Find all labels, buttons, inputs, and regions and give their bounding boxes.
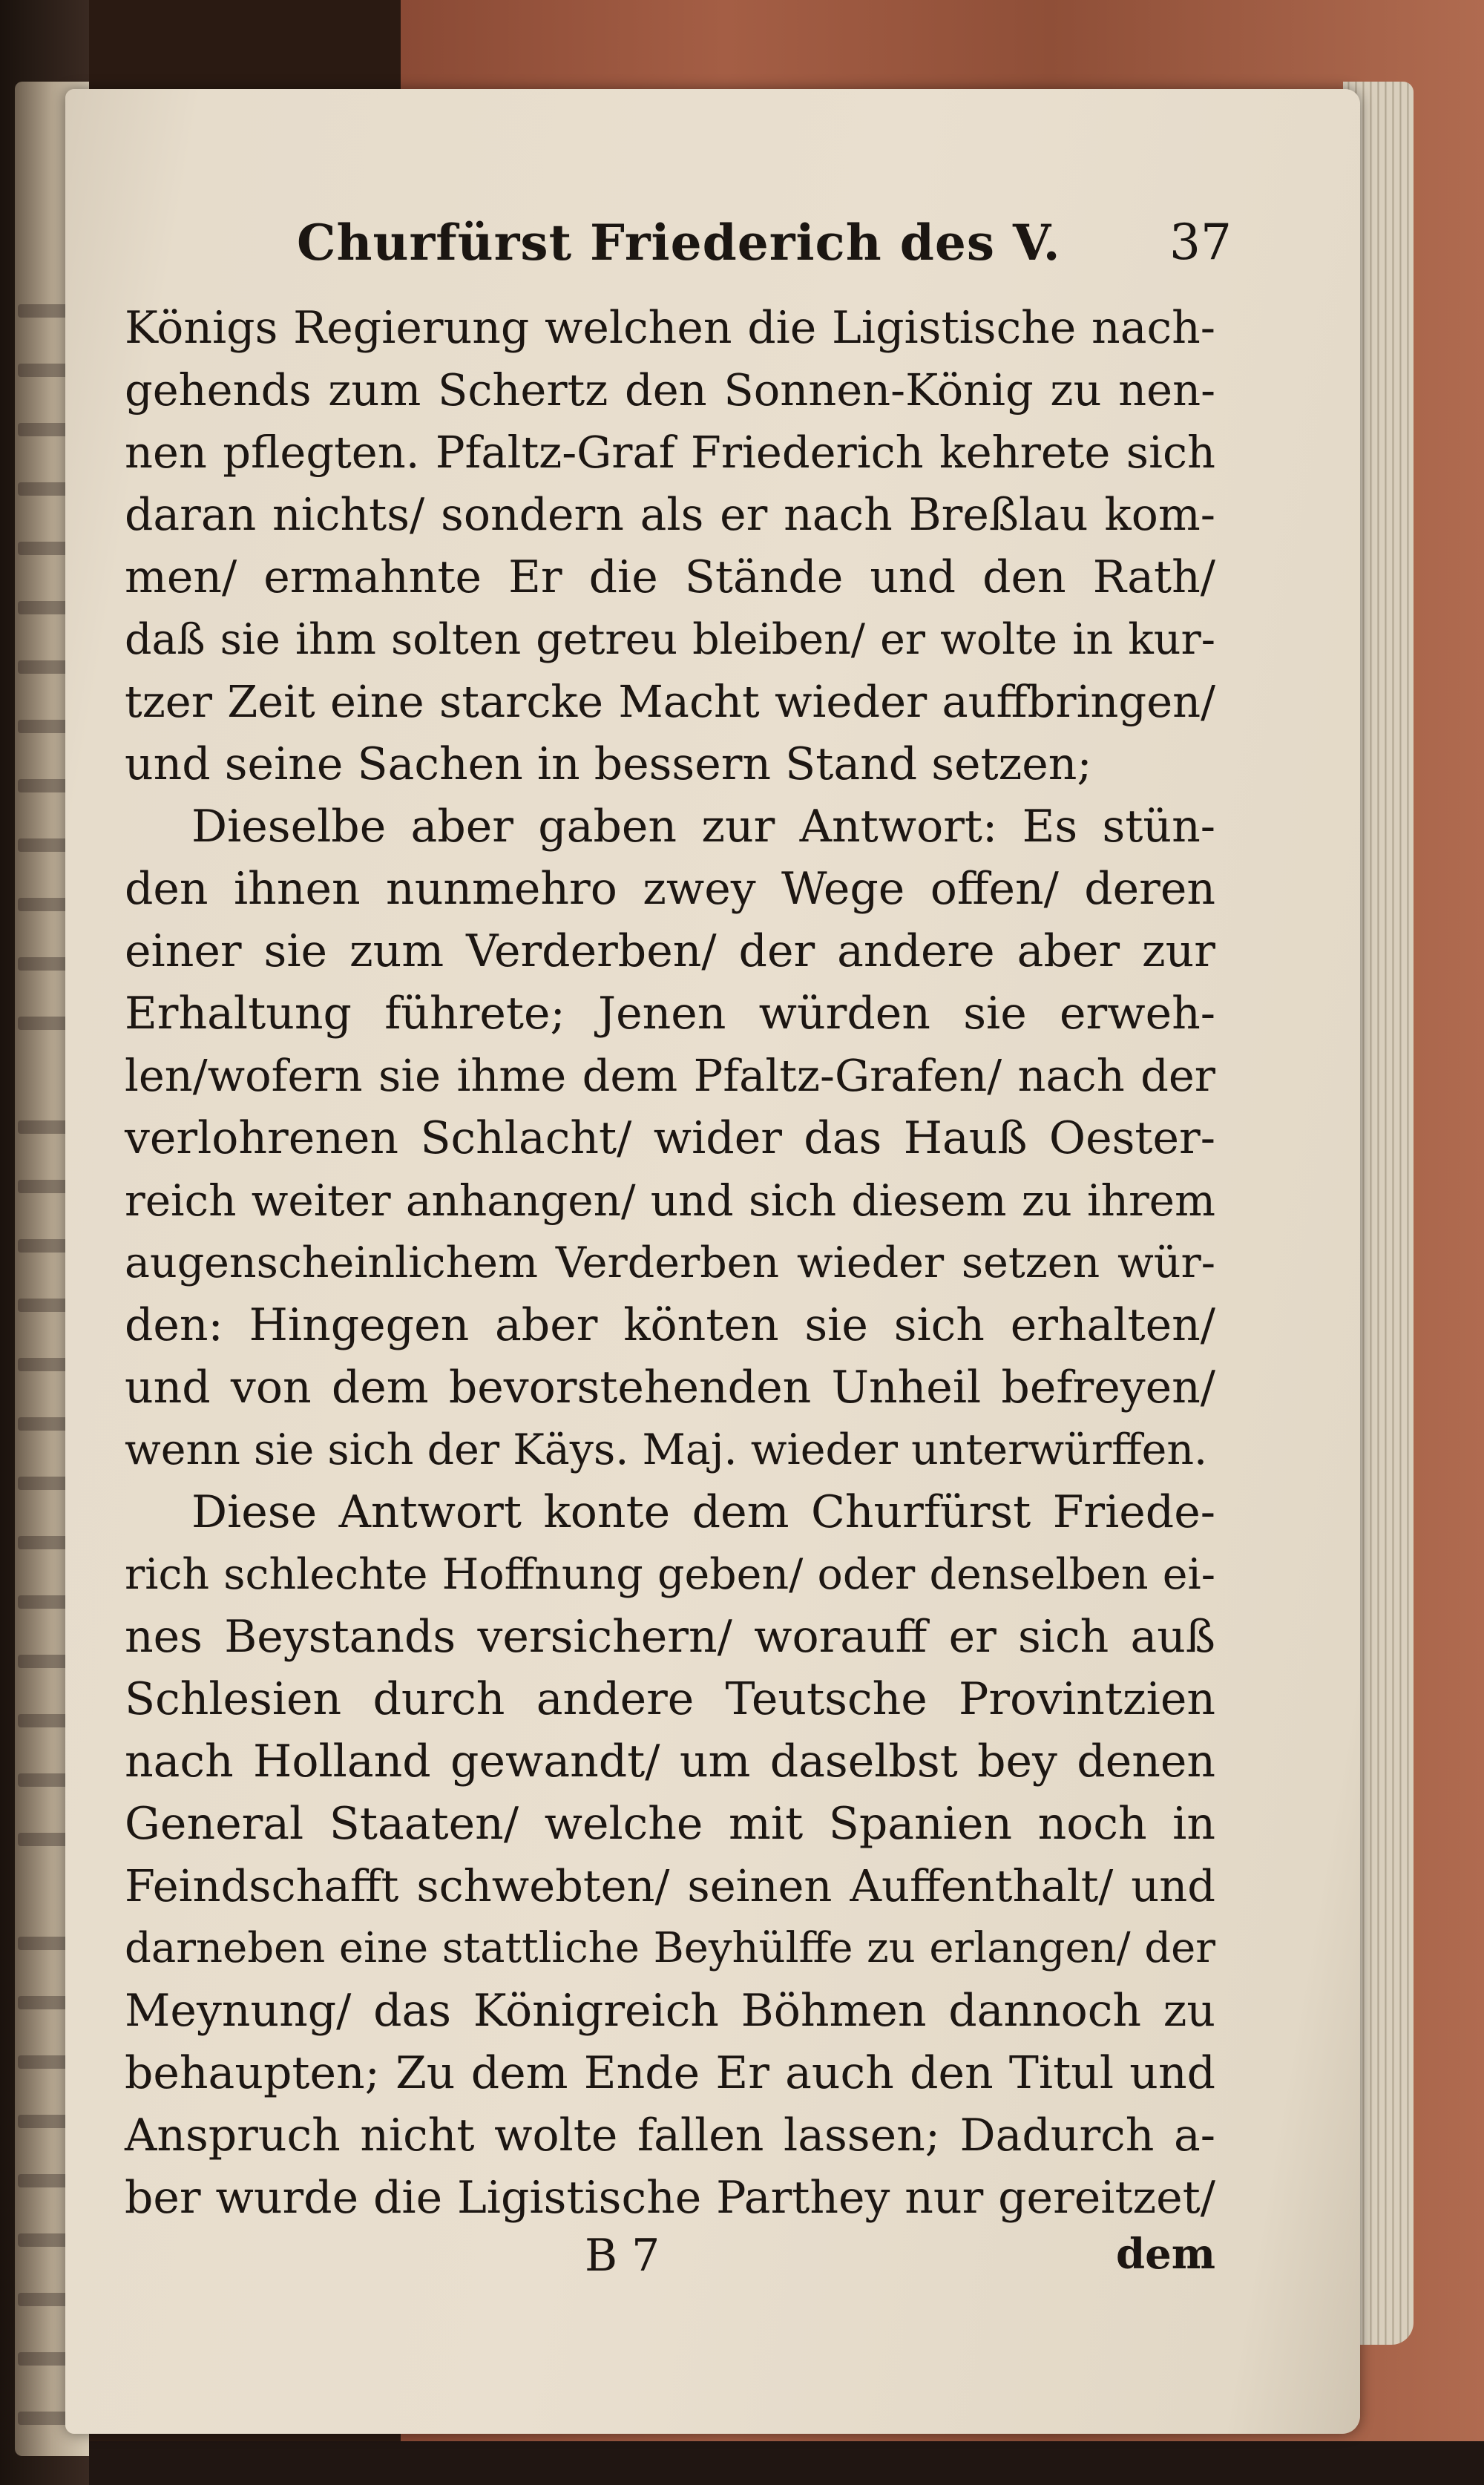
text-line: rich schlechte Hoffnung geben/ oder denselben ei-: [125, 1550, 1215, 1599]
page-footer: [125, 2230, 1215, 2297]
text-line: gehends zum Schertz den Sonnen-König zu nen-: [125, 364, 1215, 416]
text-line: ber wurde die Ligistische Parthey nur gereitzet/: [125, 2172, 1215, 2224]
text-line: men/ ermahnte Er die Stände und den Rath/: [125, 551, 1215, 603]
text-line: daß sie ihm solten getreu bleiben/ er wolte in kur-: [125, 615, 1215, 664]
running-title: Churfürst Friederich des V.: [297, 214, 1061, 272]
text-line: behaupten; Zu dem Ende Er auch den Titul und: [125, 2047, 1215, 2099]
text-line: darneben eine stattliche Beyhülffe zu erlangen/ der: [125, 1924, 1215, 1972]
catchword: dem: [1115, 2230, 1215, 2279]
body-text: [125, 297, 1215, 2229]
text-line: Feindschafft schwebten/ seinen Auffenthalt/ und: [125, 1860, 1215, 1911]
text-line: nen pflegten. Pfaltz-Graf Friederich kehrete sich: [125, 427, 1215, 478]
text-line: tzer Zeit eine starcke Macht wieder auffbringen/: [125, 676, 1215, 727]
running-head: [297, 214, 1232, 295]
background-dark-strip: [0, 2441, 1484, 2485]
text-line: einer sie zum Verderben/ der andere aber zur: [125, 925, 1215, 977]
text-line: Diese Antwort konte dem Churfürst Friede-: [191, 1486, 1215, 1538]
text-line: wenn sie sich der Käys. Maj. wieder unterwürffen.: [125, 1425, 1208, 1474]
text-line: Erhaltung führete; Jenen würden sie erweh-: [125, 988, 1215, 1040]
text-line: len/wofern sie ihme dem Pfaltz-Grafen/ nach der: [125, 1050, 1215, 1101]
text-line: General Staaten/ welche mit Spanien noch in: [125, 1798, 1215, 1850]
signature-mark: B 7: [585, 2230, 660, 2282]
text-line: augenscheinlichem Verderben wieder setzen wür-: [125, 1238, 1215, 1287]
text-line: den ihnen nunmehro zwey Wege offen/ deren: [125, 863, 1215, 915]
page-number: 37: [1169, 214, 1232, 271]
text-line: Schlesien durch andere Teutsche Provintzien: [125, 1673, 1215, 1725]
text-line: und von dem bevorstehenden Unheil befreyen/: [125, 1362, 1215, 1414]
text-line: reich weiter anhangen/ und sich diesem zu ihrem: [125, 1175, 1215, 1226]
text-line: und seine Sachen in bessern Stand setzen;: [125, 738, 1092, 790]
text-line: Dieselbe aber gaben zur Antwort: Es stün-: [191, 801, 1215, 853]
text-line: nach Holland gewandt/ um daselbst bey denen: [125, 1736, 1215, 1788]
text-line: nes Beystands versichern/ worauff er sich auß: [125, 1611, 1215, 1663]
text-line: Anspruch nicht wolte fallen lassen; Dadurch a-: [125, 2110, 1215, 2161]
text-line: daran nichts/ sondern als er nach Breßlau kom-: [125, 489, 1215, 541]
text-line: den: Hingegen aber könten sie sich erhalten/: [125, 1299, 1215, 1351]
text-line: Königs Regierung welchen die Ligistische nach-: [125, 302, 1215, 354]
text-line: verlohrenen Schlacht/ wider das Hauß Oester-: [125, 1112, 1215, 1164]
text-line: Meynung/ das Königreich Böhmen dannoch zu: [125, 1985, 1215, 2037]
